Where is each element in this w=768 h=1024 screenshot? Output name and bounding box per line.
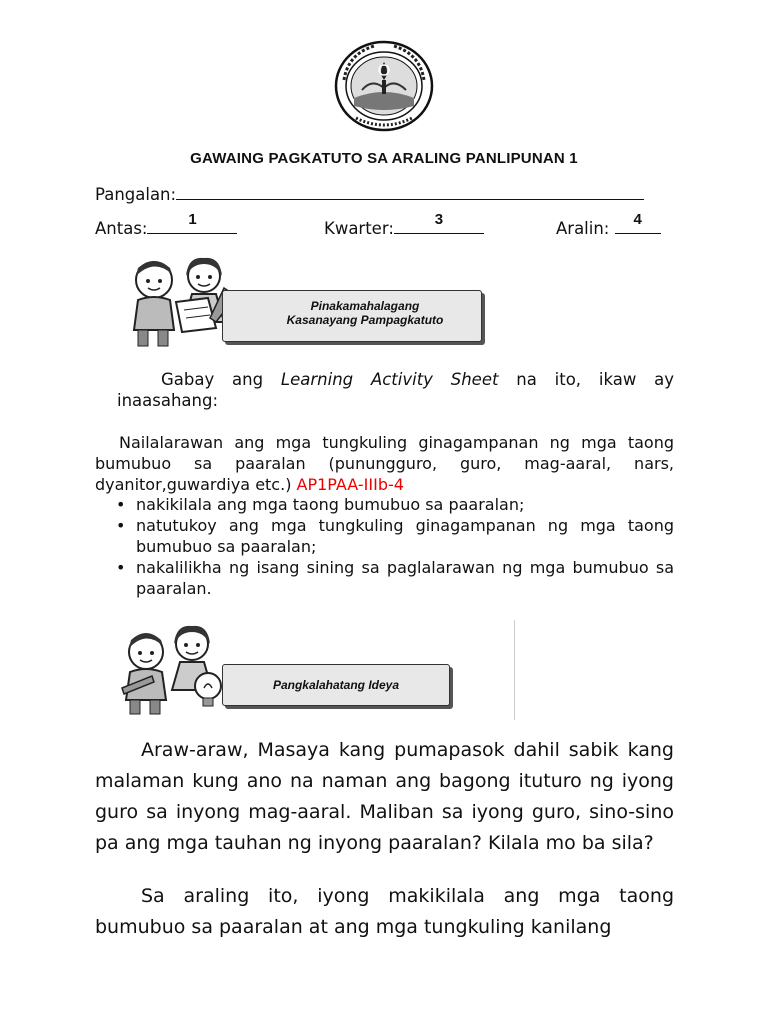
overview-banner [112,622,492,718]
grade-label: Antas: [95,219,148,238]
name-label: Pangalan: [95,185,177,204]
lesson-value: 4 [633,211,642,228]
competency-banner-box [222,290,482,342]
competency-code: AP1PAA-IIIb-4 [296,475,404,494]
school-seal-logo [334,40,434,132]
lesson-label: Aralin: [556,219,610,238]
quarter-label: Kwarter: [324,219,394,238]
intro-text [117,369,674,411]
intro-part2: na ito, ikaw ay inaasahang: [117,370,675,410]
name-row [95,183,644,204]
overview-banner-box [222,664,450,706]
lesson-row [556,211,661,238]
grade-field[interactable] [147,211,237,234]
objective-item: • nakikilala ang mga taong bumubuo sa paaralan; [113,494,674,515]
objective-item: • natutukoy ang mga tungkuling ginagampanan ng mga taong bumubuo sa paaralan; [113,515,674,557]
objectives-list [113,494,674,599]
paragraph-1: Araw-araw, Masaya kang pumapasok dahil sabik kang malaman kung ano na naman ang bagong ituturo ng iyong guro sa inyong mag-aaral. Maliban sa iyong guro, sino-sino pa ang mga tauhan ng inyong paaralan? Kilala mo ba sila? [95,739,674,854]
grade-value: 1 [188,211,197,228]
intro-part1: Gabay ang [161,370,281,389]
competency-description: Nailalarawan ang mga tungkuling ginagampanan ng mga taong bumubuo sa paaralan (punungguro, guro, mag-aaral, nars, dyanitor,guwardiya etc.) [95,433,674,494]
divider-line [514,620,515,720]
competency-banner-line2: Kasanayang Pampagkatuto [286,313,444,327]
intro-italic: Learning Activity Sheet [280,370,499,389]
grade-row [95,211,237,238]
quarter-value: 3 [434,211,444,228]
quarter-row [324,211,484,238]
overview-banner-label: Pangkalahatang Ideya [272,678,400,692]
objective-item: • nakalilikha ng isang sining sa paglalarawan ng mga bumubuo sa paaralan. [113,557,674,599]
lesson-field[interactable] [615,211,661,234]
competency-text [95,432,674,495]
name-field[interactable] [176,183,644,200]
paragraph-2: Sa araling ito, iyong makikilala ang mga taong bumubuo sa paaralan at ang mga tungkuling kanilang [95,885,674,938]
quarter-field[interactable] [394,211,484,234]
competency-banner-line1: Pinakamahalagang [310,299,420,313]
competency-banner [112,256,492,352]
worksheet-title: GAWAING PAGKATUTO SA ARALING PANLIPUNAN 1 [190,150,578,167]
